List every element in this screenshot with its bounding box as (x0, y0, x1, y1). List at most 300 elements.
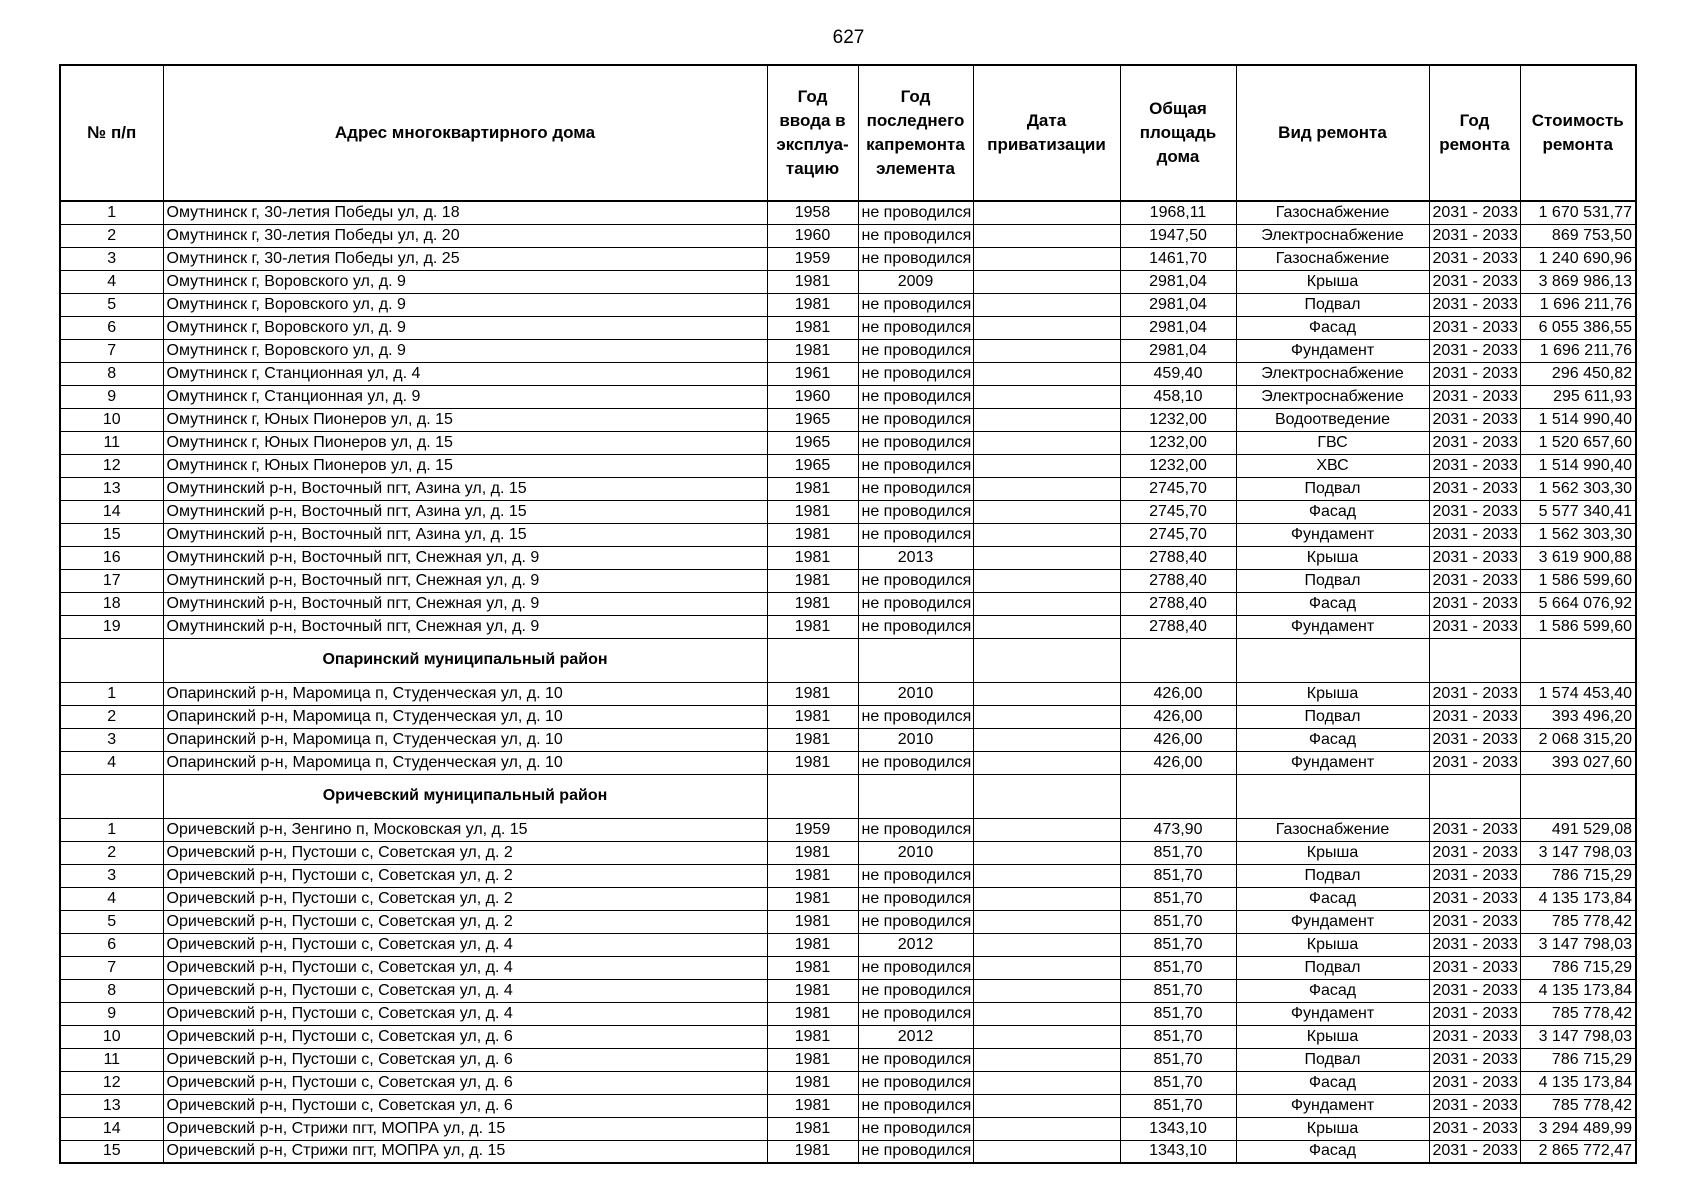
cell-repair-year: 2031 - 2033 (1429, 1117, 1520, 1140)
cell-address: Оричевский р-н, Пустоши с, Советская ул, д. 4 (163, 979, 767, 1002)
cell-privatization (973, 408, 1120, 431)
cell-cost: 2 068 315,20 (1520, 728, 1636, 751)
empty-cell (1429, 774, 1520, 818)
table-body (60, 201, 1636, 1163)
cell-cost: 5 577 340,41 (1520, 500, 1636, 523)
cell-area: 459,40 (1120, 362, 1236, 385)
table-row (60, 751, 1636, 774)
cell-last-repair: не проводился (858, 592, 973, 615)
empty-cell (973, 774, 1120, 818)
table-row (60, 1025, 1636, 1048)
table-header (60, 65, 1636, 201)
cell-num: 14 (60, 1117, 163, 1140)
cell-cost: 3 147 798,03 (1520, 1025, 1636, 1048)
table-row (60, 1140, 1636, 1163)
capital-repair-table (59, 64, 1637, 1164)
cell-repair-year: 2031 - 2033 (1429, 887, 1520, 910)
cell-privatization (973, 1117, 1120, 1140)
cell-cost: 1 562 303,30 (1520, 523, 1636, 546)
cell-year-built: 1981 (767, 1025, 858, 1048)
table-row (60, 408, 1636, 431)
cell-repair-type: Электроснабжение (1236, 385, 1429, 408)
table-row (60, 546, 1636, 569)
cell-year-built: 1981 (767, 887, 858, 910)
cell-repair-type: Подвал (1236, 1048, 1429, 1071)
cell-repair-year: 2031 - 2033 (1429, 247, 1520, 270)
empty-cell (60, 774, 163, 818)
table-row (60, 500, 1636, 523)
cell-num: 12 (60, 1071, 163, 1094)
cell-privatization (973, 615, 1120, 638)
table-row (60, 339, 1636, 362)
cell-address: Омутнинский р-н, Восточный пгт, Снежная ул, д. 9 (163, 615, 767, 638)
cell-year-built: 1958 (767, 201, 858, 224)
cell-privatization (973, 316, 1120, 339)
cell-cost: 785 778,42 (1520, 1094, 1636, 1117)
cell-num: 3 (60, 864, 163, 887)
cell-num: 6 (60, 933, 163, 956)
cell-privatization (973, 887, 1120, 910)
cell-area: 1343,10 (1120, 1140, 1236, 1163)
cell-area: 851,70 (1120, 887, 1236, 910)
cell-last-repair: 2010 (858, 682, 973, 705)
cell-area: 851,70 (1120, 979, 1236, 1002)
cell-repair-year: 2031 - 2033 (1429, 1048, 1520, 1071)
cell-repair-year: 2031 - 2033 (1429, 728, 1520, 751)
cell-repair-type: Электроснабжение (1236, 224, 1429, 247)
cell-repair-year: 2031 - 2033 (1429, 1071, 1520, 1094)
cell-cost: 4 135 173,84 (1520, 887, 1636, 910)
cell-repair-type: Электроснабжение (1236, 362, 1429, 385)
table-row (60, 841, 1636, 864)
cell-area: 1232,00 (1120, 454, 1236, 477)
cell-repair-year: 2031 - 2033 (1429, 933, 1520, 956)
cell-repair-year: 2031 - 2033 (1429, 1094, 1520, 1117)
cell-address: Оричевский р-н, Пустоши с, Советская ул, д. 6 (163, 1025, 767, 1048)
cell-num: 2 (60, 841, 163, 864)
cell-repair-type: ГВС (1236, 431, 1429, 454)
cell-privatization (973, 224, 1120, 247)
table-row (60, 523, 1636, 546)
cell-last-repair: не проводился (858, 818, 973, 841)
cell-repair-year: 2031 - 2033 (1429, 454, 1520, 477)
cell-repair-type: Крыша (1236, 546, 1429, 569)
cell-num: 10 (60, 1025, 163, 1048)
cell-address: Омутнинск г, Юных Пионеров ул, д. 15 (163, 408, 767, 431)
cell-area: 1968,11 (1120, 201, 1236, 224)
cell-num: 1 (60, 201, 163, 224)
cell-cost: 1 240 690,96 (1520, 247, 1636, 270)
header-year-built: Год ввода в эксплуа-тацию (767, 65, 858, 201)
cell-cost: 785 778,42 (1520, 1002, 1636, 1025)
cell-area: 2981,04 (1120, 316, 1236, 339)
table-row (60, 864, 1636, 887)
cell-num: 8 (60, 979, 163, 1002)
cell-repair-year: 2031 - 2033 (1429, 546, 1520, 569)
cell-privatization (973, 705, 1120, 728)
table-row (60, 728, 1636, 751)
table-row (60, 1071, 1636, 1094)
section-header-row (60, 774, 1636, 818)
header-address: Адрес многоквартирного дома (163, 65, 767, 201)
cell-address: Омутнинск г, 30-летия Победы ул, д. 20 (163, 224, 767, 247)
table-row (60, 385, 1636, 408)
empty-cell (973, 638, 1120, 682)
cell-cost: 3 147 798,03 (1520, 933, 1636, 956)
cell-repair-year: 2031 - 2033 (1429, 293, 1520, 316)
cell-year-built: 1981 (767, 546, 858, 569)
cell-year-built: 1981 (767, 682, 858, 705)
cell-last-repair: не проводился (858, 910, 973, 933)
cell-last-repair: не проводился (858, 339, 973, 362)
cell-area: 851,70 (1120, 933, 1236, 956)
cell-repair-year: 2031 - 2033 (1429, 682, 1520, 705)
cell-cost: 3 294 489,99 (1520, 1117, 1636, 1140)
cell-cost: 1 562 303,30 (1520, 477, 1636, 500)
cell-repair-year: 2031 - 2033 (1429, 979, 1520, 1002)
cell-num: 15 (60, 1140, 163, 1163)
cell-address: Оричевский р-н, Стрижи пгт, МОПРА ул, д. 15 (163, 1140, 767, 1163)
cell-num: 13 (60, 477, 163, 500)
cell-address: Опаринский р-н, Маромица п, Студенческая ул, д. 10 (163, 751, 767, 774)
cell-cost: 4 135 173,84 (1520, 979, 1636, 1002)
cell-year-built: 1959 (767, 818, 858, 841)
empty-cell (1120, 774, 1236, 818)
cell-num: 6 (60, 316, 163, 339)
empty-cell (1236, 638, 1429, 682)
table-row (60, 454, 1636, 477)
cell-year-built: 1981 (767, 1002, 858, 1025)
cell-last-repair: не проводился (858, 477, 973, 500)
cell-cost: 2 865 772,47 (1520, 1140, 1636, 1163)
cell-repair-year: 2031 - 2033 (1429, 362, 1520, 385)
cell-cost: 786 715,29 (1520, 1048, 1636, 1071)
section-header-row (60, 638, 1636, 682)
cell-cost: 1 514 990,40 (1520, 408, 1636, 431)
cell-last-repair: не проводился (858, 293, 973, 316)
cell-repair-year: 2031 - 2033 (1429, 751, 1520, 774)
empty-cell (767, 774, 858, 818)
cell-area: 458,10 (1120, 385, 1236, 408)
empty-cell (1236, 774, 1429, 818)
cell-num: 4 (60, 887, 163, 910)
page-number: 627 (832, 27, 865, 48)
cell-num: 8 (60, 362, 163, 385)
cell-year-built: 1960 (767, 224, 858, 247)
cell-repair-type: Фундамент (1236, 523, 1429, 546)
cell-repair-type: Фасад (1236, 592, 1429, 615)
cell-last-repair: 2009 (858, 270, 973, 293)
cell-address: Оричевский р-н, Пустоши с, Советская ул, д. 6 (163, 1048, 767, 1071)
cell-repair-type: Крыша (1236, 270, 1429, 293)
cell-year-built: 1965 (767, 454, 858, 477)
cell-cost: 3 619 900,88 (1520, 546, 1636, 569)
cell-repair-type: Подвал (1236, 477, 1429, 500)
cell-num: 15 (60, 523, 163, 546)
cell-repair-year: 2031 - 2033 (1429, 477, 1520, 500)
cell-privatization (973, 841, 1120, 864)
cell-address: Омутнинск г, Юных Пионеров ул, д. 15 (163, 454, 767, 477)
table-row (60, 293, 1636, 316)
cell-year-built: 1981 (767, 1048, 858, 1071)
cell-area: 426,00 (1120, 705, 1236, 728)
cell-address: Оричевский р-н, Пустоши с, Советская ул, д. 4 (163, 956, 767, 979)
cell-area: 473,90 (1120, 818, 1236, 841)
cell-last-repair: не проводился (858, 500, 973, 523)
cell-privatization (973, 956, 1120, 979)
cell-address: Омутнинск г, 30-летия Победы ул, д. 18 (163, 201, 767, 224)
cell-last-repair: 2010 (858, 728, 973, 751)
cell-repair-year: 2031 - 2033 (1429, 956, 1520, 979)
cell-privatization (973, 546, 1120, 569)
cell-address: Оричевский р-н, Пустоши с, Советская ул, д. 2 (163, 864, 767, 887)
empty-cell (1120, 638, 1236, 682)
table-row (60, 682, 1636, 705)
cell-repair-year: 2031 - 2033 (1429, 569, 1520, 592)
cell-repair-type: Фасад (1236, 1140, 1429, 1163)
cell-year-built: 1960 (767, 385, 858, 408)
cell-repair-type: Подвал (1236, 569, 1429, 592)
cell-privatization (973, 523, 1120, 546)
cell-area: 851,70 (1120, 1071, 1236, 1094)
cell-year-built: 1981 (767, 477, 858, 500)
cell-repair-year: 2031 - 2033 (1429, 385, 1520, 408)
cell-repair-year: 2031 - 2033 (1429, 1140, 1520, 1163)
cell-repair-type: Крыша (1236, 933, 1429, 956)
cell-repair-type: Газоснабжение (1236, 201, 1429, 224)
empty-cell (858, 774, 973, 818)
cell-repair-type: Фасад (1236, 887, 1429, 910)
header-num: № п/п (60, 65, 163, 201)
table-row (60, 431, 1636, 454)
empty-cell (1520, 774, 1636, 818)
cell-last-repair: не проводился (858, 316, 973, 339)
cell-address: Опаринский р-н, Маромица п, Студенческая ул, д. 10 (163, 682, 767, 705)
cell-num: 3 (60, 728, 163, 751)
cell-last-repair: 2012 (858, 933, 973, 956)
cell-repair-year: 2031 - 2033 (1429, 224, 1520, 247)
table-row (60, 887, 1636, 910)
cell-last-repair: не проводился (858, 1140, 973, 1163)
cell-year-built: 1981 (767, 751, 858, 774)
cell-area: 851,70 (1120, 841, 1236, 864)
cell-repair-year: 2031 - 2033 (1429, 339, 1520, 362)
cell-repair-type: Газоснабжение (1236, 818, 1429, 841)
header-area: Общая площадь дома (1120, 65, 1236, 201)
cell-last-repair: не проводился (858, 956, 973, 979)
cell-last-repair: не проводился (858, 1071, 973, 1094)
table-row (60, 247, 1636, 270)
cell-repair-type: Фасад (1236, 979, 1429, 1002)
cell-num: 16 (60, 546, 163, 569)
cell-repair-type: Подвал (1236, 956, 1429, 979)
cell-year-built: 1981 (767, 956, 858, 979)
cell-num: 17 (60, 569, 163, 592)
cell-num: 2 (60, 705, 163, 728)
cell-privatization (973, 477, 1120, 500)
cell-repair-year: 2031 - 2033 (1429, 705, 1520, 728)
cell-address: Омутнинский р-н, Восточный пгт, Снежная ул, д. 9 (163, 592, 767, 615)
cell-repair-type: Фундамент (1236, 1002, 1429, 1025)
cell-area: 426,00 (1120, 682, 1236, 705)
cell-cost: 1 670 531,77 (1520, 201, 1636, 224)
cell-privatization (973, 864, 1120, 887)
cell-last-repair: не проводился (858, 864, 973, 887)
cell-privatization (973, 270, 1120, 293)
cell-num: 14 (60, 500, 163, 523)
empty-cell (767, 638, 858, 682)
cell-repair-type: Фундамент (1236, 1094, 1429, 1117)
empty-cell (60, 638, 163, 682)
cell-area: 1232,00 (1120, 431, 1236, 454)
cell-cost: 491 529,08 (1520, 818, 1636, 841)
cell-cost: 785 778,42 (1520, 910, 1636, 933)
cell-year-built: 1981 (767, 1117, 858, 1140)
cell-num: 9 (60, 385, 163, 408)
cell-area: 2745,70 (1120, 500, 1236, 523)
cell-cost: 1 574 453,40 (1520, 682, 1636, 705)
cell-last-repair: не проводился (858, 1002, 973, 1025)
cell-privatization (973, 1002, 1120, 1025)
cell-privatization (973, 293, 1120, 316)
cell-privatization (973, 933, 1120, 956)
table-row (60, 569, 1636, 592)
cell-area: 426,00 (1120, 728, 1236, 751)
cell-repair-type: Крыша (1236, 841, 1429, 864)
cell-last-repair: не проводился (858, 224, 973, 247)
cell-address: Омутнинский р-н, Восточный пгт, Азина ул, д. 15 (163, 477, 767, 500)
cell-year-built: 1959 (767, 247, 858, 270)
cell-last-repair: не проводился (858, 431, 973, 454)
empty-cell (1520, 638, 1636, 682)
table-row (60, 362, 1636, 385)
cell-address: Оричевский р-н, Стрижи пгт, МОПРА ул, д. 15 (163, 1117, 767, 1140)
cell-area: 1232,00 (1120, 408, 1236, 431)
table-row (60, 979, 1636, 1002)
cell-area: 1461,70 (1120, 247, 1236, 270)
cell-repair-year: 2031 - 2033 (1429, 818, 1520, 841)
cell-privatization (973, 979, 1120, 1002)
table-row (60, 818, 1636, 841)
cell-repair-year: 2031 - 2033 (1429, 201, 1520, 224)
cell-repair-type: Водоотведение (1236, 408, 1429, 431)
cell-num: 9 (60, 1002, 163, 1025)
cell-repair-type: Крыша (1236, 682, 1429, 705)
cell-address: Оричевский р-н, Пустоши с, Советская ул, д. 2 (163, 841, 767, 864)
cell-area: 2788,40 (1120, 592, 1236, 615)
cell-privatization (973, 1094, 1120, 1117)
cell-address: Омутнинский р-н, Восточный пгт, Азина ул, д. 15 (163, 523, 767, 546)
cell-repair-year: 2031 - 2033 (1429, 910, 1520, 933)
table-row (60, 615, 1636, 638)
header-privatization: Дата приватизации (973, 65, 1120, 201)
cell-repair-year: 2031 - 2033 (1429, 500, 1520, 523)
cell-repair-year: 2031 - 2033 (1429, 523, 1520, 546)
cell-area: 2745,70 (1120, 523, 1236, 546)
cell-area: 1947,50 (1120, 224, 1236, 247)
section-title: Опаринский муниципальный район (163, 638, 767, 682)
cell-cost: 1 520 657,60 (1520, 431, 1636, 454)
cell-cost: 393 496,20 (1520, 705, 1636, 728)
cell-last-repair: не проводился (858, 385, 973, 408)
cell-address: Оричевский р-н, Зенгино п, Московская ул, д. 15 (163, 818, 767, 841)
cell-cost: 296 450,82 (1520, 362, 1636, 385)
cell-area: 851,70 (1120, 956, 1236, 979)
cell-address: Опаринский р-н, Маромица п, Студенческая ул, д. 10 (163, 705, 767, 728)
cell-year-built: 1981 (767, 316, 858, 339)
cell-address: Омутнинск г, Воровского ул, д. 9 (163, 316, 767, 339)
cell-year-built: 1981 (767, 293, 858, 316)
cell-year-built: 1981 (767, 979, 858, 1002)
cell-address: Оричевский р-н, Пустоши с, Советская ул, д. 4 (163, 1002, 767, 1025)
cell-privatization (973, 569, 1120, 592)
cell-privatization (973, 339, 1120, 362)
section-title: Оричевский муниципальный район (163, 774, 767, 818)
cell-year-built: 1965 (767, 431, 858, 454)
cell-num: 5 (60, 293, 163, 316)
cell-repair-year: 2031 - 2033 (1429, 408, 1520, 431)
cell-repair-type: Подвал (1236, 864, 1429, 887)
cell-repair-type: Фундамент (1236, 910, 1429, 933)
table-row (60, 1094, 1636, 1117)
cell-num: 10 (60, 408, 163, 431)
cell-year-built: 1981 (767, 933, 858, 956)
cell-repair-type: Подвал (1236, 705, 1429, 728)
cell-repair-type: ХВС (1236, 454, 1429, 477)
cell-privatization (973, 1048, 1120, 1071)
cell-address: Омутнинск г, Станционная ул, д. 4 (163, 362, 767, 385)
table-row (60, 592, 1636, 615)
header-cost: Стоимость ремонта (1520, 65, 1636, 201)
cell-cost: 393 027,60 (1520, 751, 1636, 774)
table-row (60, 201, 1636, 224)
cell-year-built: 1981 (767, 500, 858, 523)
cell-area: 2788,40 (1120, 569, 1236, 592)
empty-cell (1429, 638, 1520, 682)
cell-year-built: 1981 (767, 523, 858, 546)
table-row (60, 956, 1636, 979)
cell-privatization (973, 247, 1120, 270)
cell-cost: 1 696 211,76 (1520, 293, 1636, 316)
cell-address: Омутнинск г, Воровского ул, д. 9 (163, 270, 767, 293)
cell-num: 1 (60, 818, 163, 841)
cell-privatization (973, 751, 1120, 774)
cell-num: 7 (60, 956, 163, 979)
cell-last-repair: не проводился (858, 454, 973, 477)
cell-cost: 5 664 076,92 (1520, 592, 1636, 615)
cell-address: Омутнинский р-н, Восточный пгт, Снежная ул, д. 9 (163, 569, 767, 592)
cell-repair-type: Фундамент (1236, 339, 1429, 362)
cell-cost: 295 611,93 (1520, 385, 1636, 408)
cell-area: 2788,40 (1120, 615, 1236, 638)
cell-area: 851,70 (1120, 1048, 1236, 1071)
cell-year-built: 1981 (767, 705, 858, 728)
cell-repair-type: Фасад (1236, 500, 1429, 523)
cell-year-built: 1981 (767, 864, 858, 887)
cell-year-built: 1981 (767, 841, 858, 864)
cell-num: 19 (60, 615, 163, 638)
cell-privatization (973, 454, 1120, 477)
cell-last-repair: не проводился (858, 705, 973, 728)
cell-year-built: 1981 (767, 1140, 858, 1163)
cell-last-repair: не проводился (858, 887, 973, 910)
table-row (60, 224, 1636, 247)
cell-repair-type: Крыша (1236, 1117, 1429, 1140)
cell-address: Оричевский р-н, Пустоши с, Советская ул, д. 2 (163, 887, 767, 910)
cell-address: Омутнинск г, Воровского ул, д. 9 (163, 293, 767, 316)
cell-repair-type: Фасад (1236, 728, 1429, 751)
cell-address: Оричевский р-н, Пустоши с, Советская ул, д. 4 (163, 933, 767, 956)
